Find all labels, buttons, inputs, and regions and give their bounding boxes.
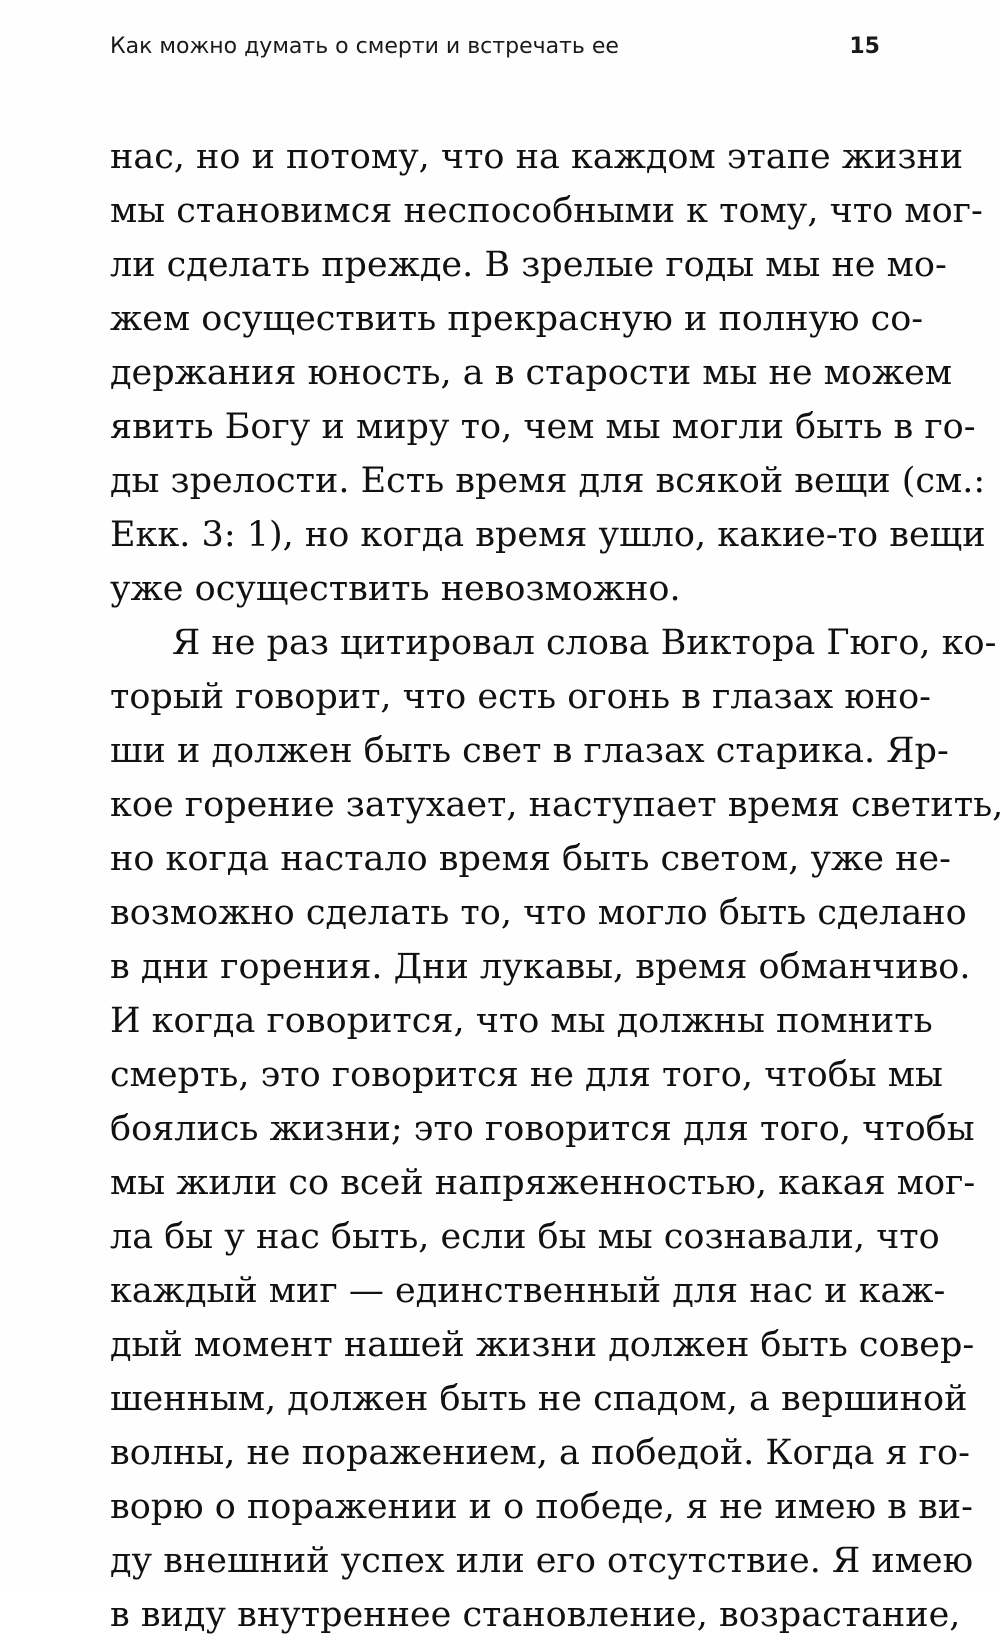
- paragraph-end-line: уже осуществить невозможно.: [110, 569, 681, 609]
- text-line: жем осуществить прекрасную и полную со-: [110, 299, 924, 339]
- text-line: держания юность, а в старости мы не можем: [110, 353, 953, 393]
- text-line: явить Богу и миру то, чем мы могли быть в го-: [110, 407, 976, 447]
- text-line: нас, но и потому, что на каждом этапе жизни: [110, 137, 964, 177]
- running-header: [110, 34, 880, 64]
- text-line: боялись жизни; это говорится для того, чтобы: [110, 1109, 975, 1149]
- text-line: мы становимся неспособными к тому, что мог-: [110, 191, 983, 231]
- page-number: 15: [849, 34, 880, 59]
- text-line: Екк. 3: 1), но когда время ушло, какие-то вещи: [110, 515, 986, 555]
- text-line: возможно сделать то, что могло быть сделано: [110, 893, 967, 933]
- text-line: ши и должен быть свет в глазах старика. Яр-: [110, 731, 949, 771]
- paragraph-start-line: Я не раз цитировал слова Виктора Гюго, ко-: [172, 623, 997, 663]
- text-line: торый говорит, что есть огонь в глазах юно-: [110, 677, 932, 717]
- text-line: кое горение затухает, наступает время светить,: [110, 785, 1003, 825]
- body-text: [110, 130, 1003, 1642]
- text-line: ла бы у нас быть, если бы мы сознавали, что: [110, 1217, 940, 1257]
- text-line: смерть, это говорится не для того, чтобы мы: [110, 1055, 943, 1095]
- text-line: И когда говорится, что мы должны помнить: [110, 1001, 933, 1041]
- text-line: ли сделать прежде. В зрелые годы мы не мо-: [110, 245, 947, 285]
- text-line: дый момент нашей жизни должен быть совер-: [110, 1325, 975, 1365]
- text-line: ды зрелости. Есть время для всякой вещи (см.:: [110, 461, 986, 501]
- text-line: ворю о поражении и о победе, я не имею в ви-: [110, 1487, 973, 1527]
- text-line: в дни горения. Дни лукавы, время обманчиво.: [110, 947, 971, 987]
- running-title: Как можно думать о смерти и встречать ее: [110, 34, 619, 59]
- text-line: шенным, должен быть не спадом, а вершиной: [110, 1379, 968, 1419]
- text-line: ду внешний успех или его отсутствие. Я имею: [110, 1541, 974, 1581]
- text-line: волны, не поражением, а победой. Когда я го-: [110, 1433, 970, 1473]
- text-line: но когда настало время быть светом, уже не-: [110, 839, 951, 879]
- text-line: каждый миг — единственный для нас и каж-: [110, 1271, 946, 1311]
- text-line: мы жили со всей напряженностью, какая мог-: [110, 1163, 976, 1203]
- text-line: в виду внутреннее становление, возрастание,: [110, 1595, 961, 1635]
